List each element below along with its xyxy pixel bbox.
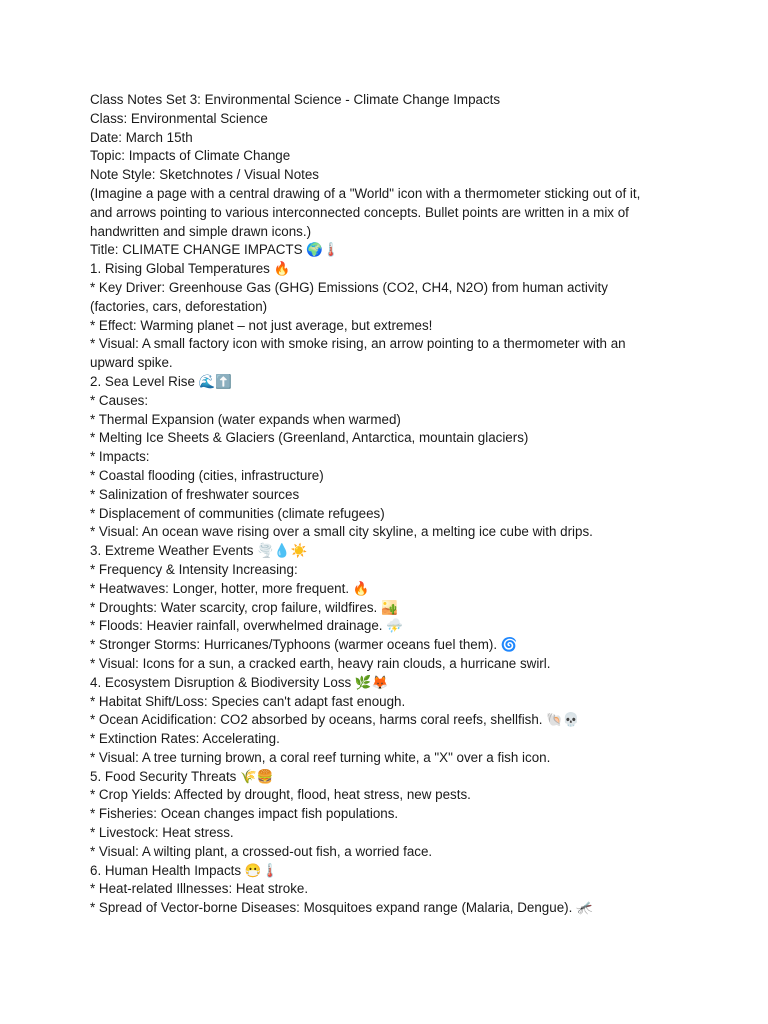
text-line: * Crop Yields: Affected by drought, flood, heat stress, new pests. [90,787,471,803]
text-line: * Visual: A tree turning brown, a coral reef turning white, a "X" over a fish icon. [90,749,551,765]
text-line: Date: March 15th [90,129,193,145]
text-line: * Heatwaves: Longer, hotter, more frequent. 🔥 [90,580,370,596]
text-line: * Fisheries: Ocean changes impact fish populations. [90,806,399,822]
text-line: * Extinction Rates: Accelerating. [90,731,280,747]
text-line: * Habitat Shift/Loss: Species can't adapt fast enough. [90,693,406,709]
text-line: Topic: Impacts of Climate Change [90,148,291,164]
text-line: * Stronger Storms: Hurricanes/Typhoons (warmer oceans fuel them). 🌀 [90,637,518,653]
text-line: * Visual: Icons for a sun, a cracked earth, heavy rain clouds, a hurricane swirl. [90,655,551,671]
text-line: * Key Driver: Greenhouse Gas (GHG) Emissions (CO2, CH4, N2O) from human activity [90,279,608,295]
text-line: * Floods: Heavier rainfall, overwhelmed drainage. ⛈️ [90,618,403,634]
text-line: * Displacement of communities (climate refugees) [90,505,385,521]
text-line: and arrows pointing to various interconnected concepts. Bullet points are written in a mix of [90,204,629,220]
text-line: * Thermal Expansion (water expands when warmed) [90,411,401,427]
text-line: Title: CLIMATE CHANGE IMPACTS 🌍🌡️ [90,242,340,258]
text-line: * Visual: An ocean wave rising over a small city skyline, a melting ice cube with drips. [90,524,593,540]
text-line: * Coastal flooding (cities, infrastructure) [90,467,324,483]
text-line: * Effect: Warming planet – not just average, but extremes! [90,317,433,333]
text-line: * Melting Ice Sheets & Glaciers (Greenland, Antarctica, mountain glaciers) [90,430,529,446]
text-line: 2. Sea Level Rise 🌊⬆️ [90,373,233,389]
text-line: 1. Rising Global Temperatures 🔥 [90,261,291,277]
text-line: * Visual: A wilting plant, a crossed-out fish, a worried face. [90,843,433,859]
text-line: Class Notes Set 3: Environmental Science - Climate Change Impacts [90,92,501,107]
text-line: * Spread of Vector-borne Diseases: Mosquitoes expand range (Malaria, Dengue). 🦟 [90,900,593,916]
text-line: * Livestock: Heat stress. [90,825,234,841]
text-line: * Heat-related Illnesses: Heat stroke. [90,881,309,897]
text-line: * Visual: A small factory icon with smoke rising, an arrow pointing to a thermometer with an [90,336,626,352]
text-line: 3. Extreme Weather Events 🌪️💧☀️ [90,543,308,559]
text-line: Class: Environmental Science [90,110,268,126]
text-line: (Imagine a page with a central drawing of a "World" icon with a thermometer sticking out of it, [90,185,641,201]
text-line: * Impacts: [90,449,150,465]
text-line: handwritten and simple drawn icons.) [90,223,312,239]
text-line: * Droughts: Water scarcity, crop failure, wildfires. 🏜️ [90,599,398,615]
text-line: * Salinization of freshwater sources [90,486,300,502]
text-line: upward spike. [90,355,173,371]
text-line: (factories, cars, deforestation) [90,298,268,314]
text-line: 6. Human Health Impacts 😷🌡️ [90,862,279,878]
text-line: * Frequency & Intensity Increasing: [90,561,298,577]
text-line: * Causes: [90,392,149,408]
text-line: * Ocean Acidification: CO2 absorbed by oceans, harms coral reefs, shellfish. 🐚💀 [90,712,580,728]
text-line: 5. Food Security Threats 🌾🍔 [90,768,274,784]
text-line: Note Style: Sketchnotes / Visual Notes [90,167,320,183]
text-line: 4. Ecosystem Disruption & Biodiversity Loss 🌿🦊 [90,674,389,690]
document-body [90,91,730,918]
